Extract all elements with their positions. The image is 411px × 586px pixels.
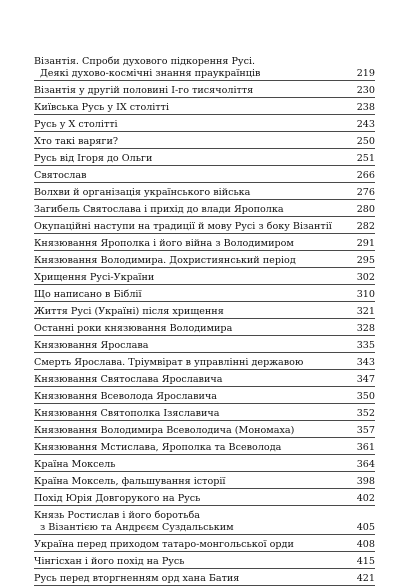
toc-entry-line <box>34 391 375 403</box>
toc-entry <box>34 149 375 166</box>
toc-entry-title: Русь перед вторгненням орд хана Батия <box>34 573 240 584</box>
toc-entry-title: Що написано в Біблії <box>34 289 142 300</box>
toc-entry-line <box>34 476 375 488</box>
toc-entry-page: 357 <box>356 425 375 436</box>
toc-entry <box>34 183 375 200</box>
toc-entry-page: 364 <box>356 459 375 470</box>
toc-entry-title: Загибель Святослава і прихід до влади Ярополка <box>34 204 284 215</box>
toc-entry-page: 266 <box>356 170 375 181</box>
toc-entry-page: 347 <box>356 374 375 385</box>
toc-entry-title: Князь Ростислав і його боротьба <box>34 510 200 521</box>
toc-entry <box>34 166 375 183</box>
toc-entry-page: 405 <box>356 522 375 533</box>
toc-entry-line <box>34 522 375 534</box>
toc-entry-line <box>34 493 375 505</box>
toc-entry-page: 398 <box>356 476 375 487</box>
toc-entry-title: Чінгісхан і його похід на Русь <box>34 556 185 567</box>
toc-entry-title: Візантія. Спроби духового підкорення Русі. <box>34 56 256 67</box>
toc-entry-title: Останні роки князювання Володимира <box>34 323 233 334</box>
toc-entry-line <box>34 255 375 267</box>
toc-entry-page: 302 <box>356 272 375 283</box>
toc-entry-page: 343 <box>356 357 375 368</box>
toc-entry <box>34 336 375 353</box>
toc-entry <box>34 234 375 251</box>
toc-entry-line <box>34 102 375 114</box>
toc-entry <box>34 98 375 115</box>
toc-entry-page: 328 <box>356 323 375 334</box>
toc-entry-title: Хто такі варяги? <box>34 136 118 147</box>
toc-entry-title: Візантія у другій половині І-го тисячоліття <box>34 85 254 96</box>
toc-entry-page: 243 <box>356 119 375 130</box>
toc-entry-page: 280 <box>356 204 375 215</box>
toc-entry-title: Князювання Мстислава, Ярополка та Всеволода <box>34 442 282 453</box>
toc-entry <box>34 217 375 234</box>
toc-entry-line <box>34 136 375 148</box>
toc-entry-line <box>34 56 375 68</box>
toc-entry-title: Країна Моксель <box>34 459 116 470</box>
toc-entry-title: Князювання Святополка Ізяславича <box>34 408 220 419</box>
toc-entry <box>34 404 375 421</box>
toc-entry-page: 352 <box>356 408 375 419</box>
toc-entry <box>34 200 375 217</box>
toc-entry-line <box>34 153 375 165</box>
toc-entry-line <box>34 442 375 454</box>
toc-entry-line <box>34 459 375 471</box>
toc-entry <box>34 489 375 506</box>
toc-entry-line <box>34 573 375 585</box>
toc-entry-page: 238 <box>356 102 375 113</box>
toc-entry-line <box>34 306 375 318</box>
toc-entry <box>34 132 375 149</box>
table-of-contents <box>34 52 375 586</box>
toc-entry-line <box>34 323 375 335</box>
toc-entry-title: Деякі духово-космічні знання праукраїнців <box>40 68 261 79</box>
toc-entry-title: Смерть Ярослава. Тріумвірат в управлінні державою <box>34 357 304 368</box>
toc-entry <box>34 319 375 336</box>
toc-entry-page: 310 <box>356 289 375 300</box>
toc-entry-page: 415 <box>356 556 375 567</box>
toc-entry-title: Князювання Ярослава <box>34 340 149 351</box>
toc-entry-page: 361 <box>356 442 375 453</box>
toc-entry <box>34 421 375 438</box>
toc-entry-page: 421 <box>356 573 375 584</box>
toc-entry-page: 276 <box>356 187 375 198</box>
toc-entry <box>34 506 375 535</box>
toc-entry <box>34 569 375 586</box>
toc-entry-page: 291 <box>356 238 375 249</box>
toc-entry-title: Окупаційні наступи на традиції й мову Русі з боку Візантії <box>34 221 332 232</box>
toc-entry-line <box>34 68 375 80</box>
toc-entry-page: 335 <box>356 340 375 351</box>
toc-entry-title: Похід Юрія Довгорукого на Русь <box>34 493 201 504</box>
toc-entry-title: Святослав <box>34 170 87 181</box>
toc-entry-title: Князювання Всеволода Ярославича <box>34 391 218 402</box>
toc-entry-line <box>34 238 375 250</box>
toc-entry <box>34 472 375 489</box>
toc-entry <box>34 370 375 387</box>
toc-entry-line <box>34 425 375 437</box>
toc-entry <box>34 115 375 132</box>
toc-entry-line <box>34 357 375 369</box>
toc-entry-title: Князювання Ярополка і його війна з Володимиром <box>34 238 294 249</box>
toc-entry-line <box>34 510 375 522</box>
toc-entry-title: Країна Моксель, фальшування історії <box>34 476 226 487</box>
toc-entry <box>34 387 375 404</box>
toc-entry-line <box>34 170 375 182</box>
toc-entry-page: 251 <box>356 153 375 164</box>
toc-entry-page: 230 <box>356 85 375 96</box>
toc-entry-line <box>34 408 375 420</box>
toc-entry-line <box>34 374 375 386</box>
toc-entry <box>34 552 375 569</box>
toc-entry-title: Життя Русі (Україні) після хрищення <box>34 306 224 317</box>
toc-entry-page: 408 <box>356 539 375 550</box>
toc-entry-line <box>34 119 375 131</box>
toc-entry-title: з Візантією та Андрєєм Суздальським <box>40 522 234 533</box>
toc-entry-page: 219 <box>356 68 375 79</box>
toc-entry-page: 282 <box>356 221 375 232</box>
toc-entry <box>34 81 375 98</box>
toc-entry <box>34 535 375 552</box>
toc-entry-page: 295 <box>356 255 375 266</box>
toc-entry <box>34 455 375 472</box>
toc-entry <box>34 302 375 319</box>
toc-entry-page: 402 <box>356 493 375 504</box>
toc-entry <box>34 285 375 302</box>
toc-entry-page: 350 <box>356 391 375 402</box>
toc-entry <box>34 268 375 285</box>
toc-entry-line <box>34 204 375 216</box>
toc-entry-line <box>34 289 375 301</box>
toc-entry-line <box>34 85 375 97</box>
toc-entry-line <box>34 556 375 568</box>
toc-entry-title: Русь від Ігоря до Ольги <box>34 153 153 164</box>
toc-entry-title: Київська Русь у ІХ столітті <box>34 102 170 113</box>
toc-entry-line <box>34 187 375 199</box>
toc-entry-title: Князювання Володимира Всеволодича (Мономаха) <box>34 425 295 436</box>
toc-entry-page: 321 <box>356 306 375 317</box>
toc-entry-title: Україна перед приходом татаро-монгольської орди <box>34 539 294 550</box>
toc-entry-title: Русь у Х столітті <box>34 119 118 130</box>
toc-entry-title: Волхви й організація українського війська <box>34 187 251 198</box>
toc-entry-title: Князювання Володимира. Дохристиянський період <box>34 255 296 266</box>
toc-entry-title: Хрищення Русі-України <box>34 272 155 283</box>
toc-entry <box>34 52 375 81</box>
toc-entry-page: 250 <box>356 136 375 147</box>
toc-entry <box>34 353 375 370</box>
toc-entry-line <box>34 539 375 551</box>
toc-entry-line <box>34 340 375 352</box>
toc-entry-line <box>34 221 375 233</box>
toc-entry-line <box>34 272 375 284</box>
toc-entry-title: Князювання Святослава Ярославича <box>34 374 223 385</box>
toc-entry <box>34 251 375 268</box>
toc-entry <box>34 438 375 455</box>
